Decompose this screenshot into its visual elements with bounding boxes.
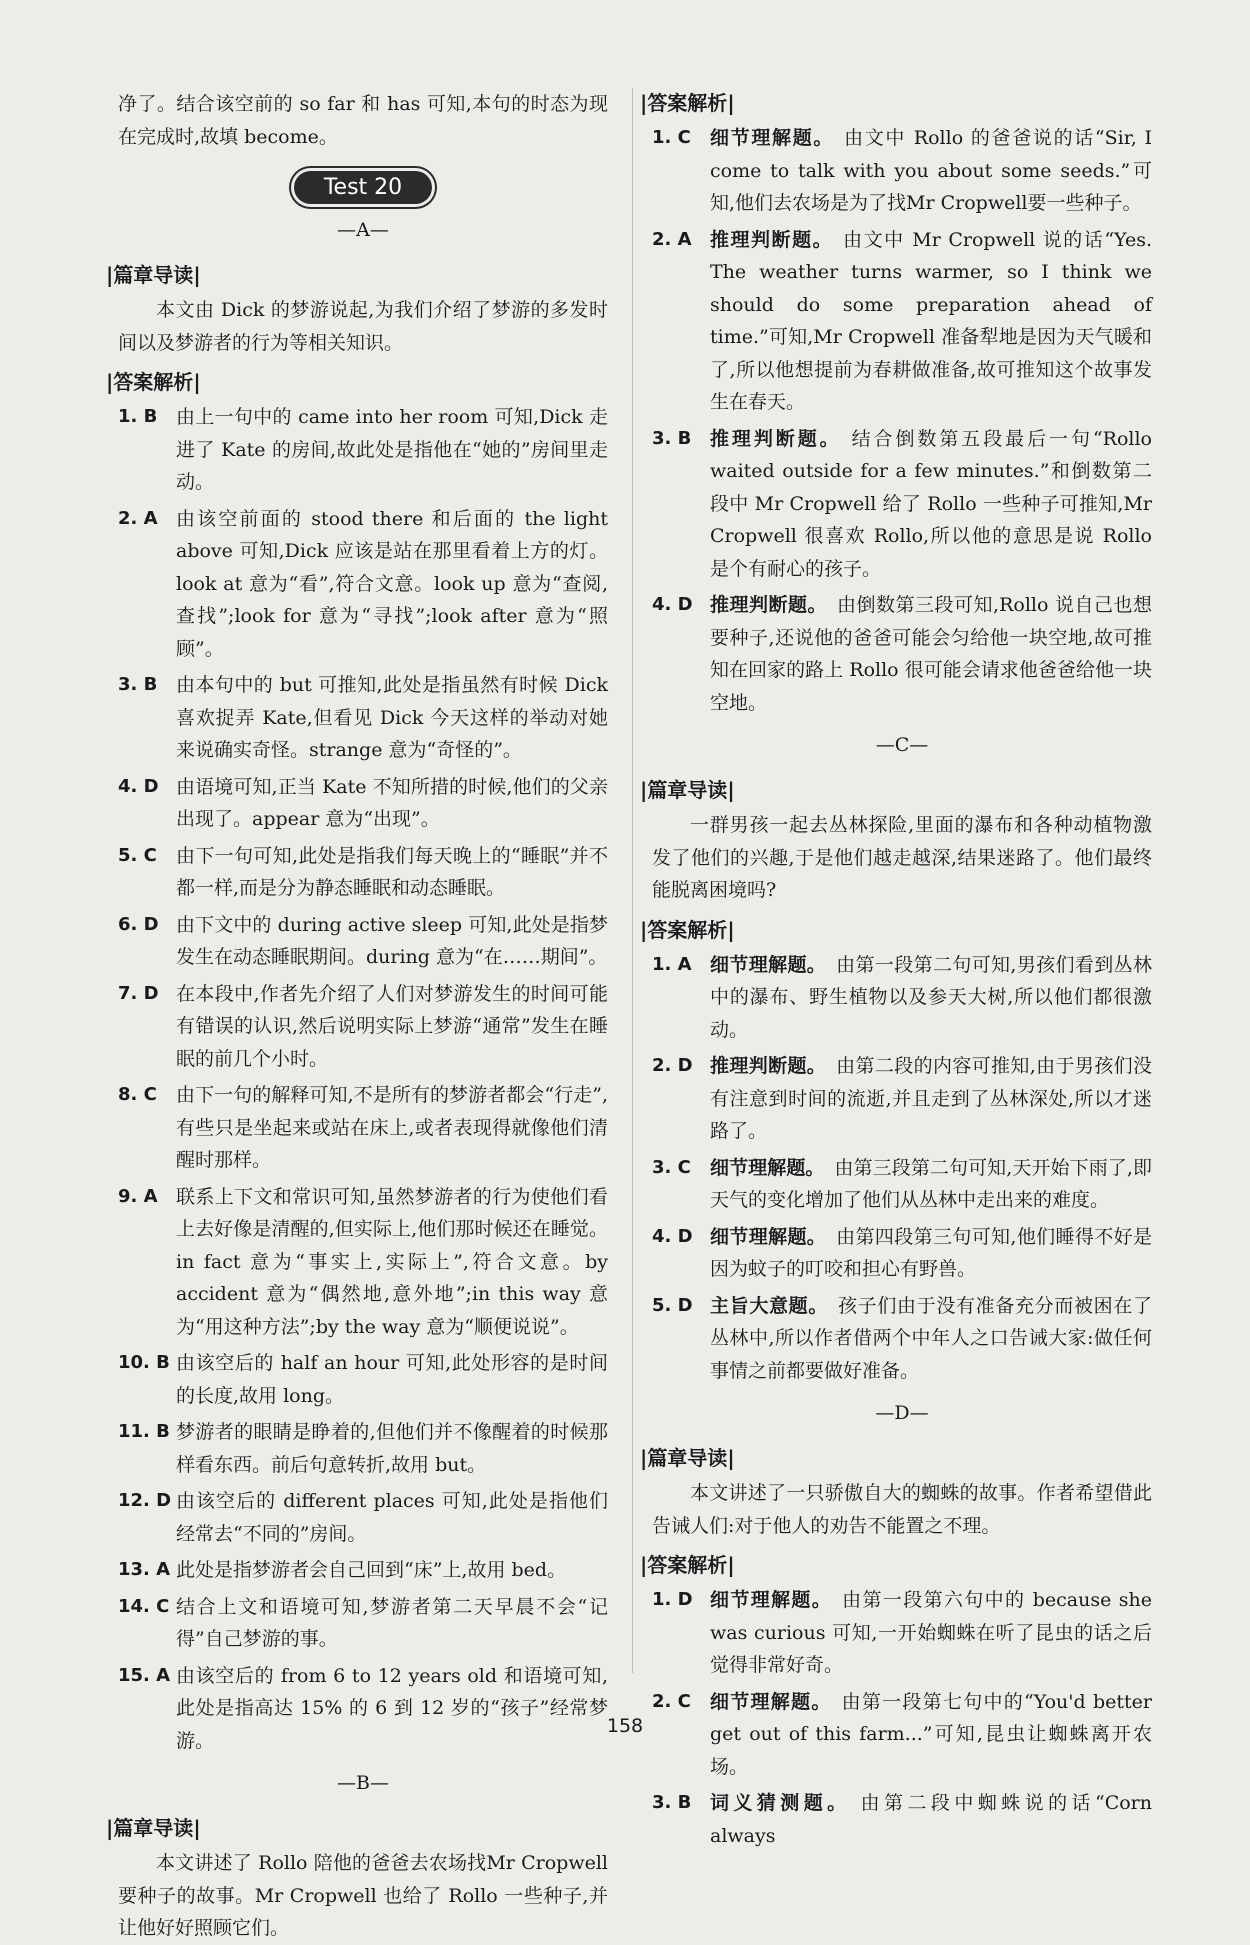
question-type: 推理判断题。 [710, 427, 842, 450]
answer-num: 15. A [118, 1664, 171, 1686]
answer-num: 11. B [118, 1421, 170, 1442]
answer-item [118, 1347, 608, 1412]
answer-heading-b: |答案解析| [640, 91, 735, 115]
answer-text: 联系上下文和常识可知,虽然梦游者的行为使他们看上去好像是清醒的,但实际上,他们那时候还在睡觉。in fact 意为“事实上,实际上”,符合文意。by accident 意为“偶然地,意外地”;in this way 意为“用这种方法”;by the way 意为“顺便说说”。 [176, 1185, 608, 1338]
answer-item [652, 122, 1152, 220]
answer-text: 由下一句可知,此处是指我们每天晚上的“睡眠”并不都一样,而是分为静态睡眠和动态睡眠。 [176, 844, 608, 899]
answer-item [652, 1290, 1152, 1388]
question-type: 细节理解题。 [710, 127, 835, 149]
answer-text: 由本句中的 but 可推知,此处是指虽然有时候 Dick 喜欢捉弄 Kate,但看见 Dick 今天这样的举动对她来说确实奇怪。strange 意为“奇怪的”。 [176, 674, 608, 761]
answer-body [710, 122, 1152, 220]
question-type: 细节理解题。 [710, 1690, 832, 1713]
guide-label: 篇章导读 [647, 778, 728, 802]
answer-text: 由文中 Rollo 的爸爸说的话“Sir, I come to talk with you about some seeds.”可知,他们去农场是为了找Mr Cropwell要一些种子。 [710, 127, 1152, 214]
answer-num: 14. C [118, 1595, 170, 1617]
answer-body [710, 1152, 1152, 1217]
answer-num: 3. C [652, 1156, 691, 1178]
answer-text: 由上一句中的 came into her room 可知,Dick 走进了 Kate 的房间,故此处是指他在“她的”房间里走动。 [176, 406, 608, 493]
answer-item [118, 840, 608, 905]
answer-item [118, 669, 608, 767]
answer-num: 2. A [652, 228, 692, 250]
answer-list-a [118, 401, 608, 1757]
answer-num: 1. C [652, 127, 691, 148]
answer-list-c [652, 949, 1152, 1388]
guide-label: 篇章导读 [113, 1816, 194, 1840]
question-type: 细节理解题。 [710, 1589, 833, 1611]
question-type: 主旨大意题。 [710, 1294, 828, 1317]
column-divider [632, 88, 633, 1673]
section-a-label: —A— [337, 219, 389, 241]
answer-num: 4. D [118, 775, 159, 797]
answer-item [118, 1181, 608, 1344]
answer-body [710, 949, 1152, 1047]
answer-item [652, 1787, 1152, 1852]
answer-text: 此处是指梦游者会自己回到“床”上,故用 bed。 [176, 1559, 567, 1581]
answer-num: 2. A [118, 507, 158, 529]
answer-item [118, 1554, 608, 1587]
answer-text: 由倒数第三段可知,Rollo 说自己也想要种子,还说他的爸爸可能会匀给他一块空地,故可推知在回家的路上 Rollo 很可能会请求他爸爸给他一块空地。 [710, 594, 1152, 714]
answer-body [710, 1221, 1152, 1286]
answer-item [118, 401, 608, 499]
answer-label: 答案解析 [113, 370, 194, 394]
answer-item [118, 1079, 608, 1177]
answer-item [118, 978, 608, 1076]
answer-item [118, 909, 608, 974]
guide-text-b: 本文讲述了 Rollo 陪他的爸爸去农场找Mr Cropwell 要种子的故事。Mr Cropwell 也给了 Rollo 一些种子,并让他好好照顾它们。 [118, 1852, 608, 1939]
answer-num: 2. C [652, 1690, 691, 1712]
intro-text: 净了。结合该空前的 so far 和 has 可知,本句的时态为现在完成时,故填 become。 [118, 93, 608, 148]
answer-list-b [652, 122, 1152, 719]
answer-text: 由文中 Mr Cropwell 说的话“Yes. The weather turns warmer, so I think we should do some preparation ahead of time.”可知,Mr Cropwell 准备犁地是因为天气暖和了,所以他想提前为春耕做准备,故可推知这个故事发生在春天。 [710, 228, 1152, 413]
answer-item [652, 423, 1152, 586]
answer-text: 结合倒数第五段最后一句“Rollo waited outside for a few minutes.”和倒数第二段中 Mr Cropwell 给了 Rollo 一些种子可推知,Mr Cropwell 很喜欢 Rollo,所以他的意思是说 Rollo 是个有耐心的孩子。 [710, 427, 1152, 580]
answer-text: 由第二段的内容可推知,由于男孩们没有注意到时间的流逝,并且走到了丛林深处,所以才迷路了。 [710, 1055, 1152, 1142]
answer-text: 由下文中的 during active sleep 可知,此处是指梦发生在动态睡眠期间。during 意为“在……期间”。 [176, 913, 608, 968]
answer-item [652, 1221, 1152, 1286]
question-type: 细节理解题。 [710, 953, 827, 976]
answer-num: 2. D [652, 1055, 693, 1076]
answer-num: 6. D [118, 913, 159, 935]
answer-item [652, 589, 1152, 719]
answer-item [118, 1591, 608, 1656]
right-column [640, 88, 1152, 1856]
answer-item [118, 503, 608, 666]
answer-num: 1. B [118, 406, 158, 427]
answer-num: 3. B [652, 1792, 692, 1813]
answer-num: 4. D [652, 1225, 693, 1247]
guide-heading-c: |篇章导读| [640, 778, 735, 802]
answer-item [118, 1485, 608, 1550]
test-title-wrap [118, 171, 608, 204]
answer-num: 10. B [118, 1352, 170, 1373]
answer-text: 由该空后的 from 6 to 12 years old 和语境可知,此处是指高达 15% 的 6 到 12 岁的“孩子”经常梦游。 [176, 1664, 608, 1752]
guide-text-c: 一群男孩一起去丛林探险,里面的瀑布和各种动植物激发了他们的兴趣,于是他们越走越深,结果迷路了。他们最终能脱离困境吗? [652, 814, 1152, 901]
answer-text: 梦游者的眼睛是睁着的,但他们并不像醒着的时候那样看东西。前后句意转折,故用 but。 [176, 1421, 608, 1476]
answer-text: 在本段中,作者先介绍了人们对梦游发生的时间可能有错误的认识,然后说明实际上梦游“通常”发生在睡眠的前几个小时。 [176, 982, 608, 1070]
answer-num: 9. A [118, 1185, 158, 1207]
page-number: 158 [606, 1715, 644, 1737]
answer-heading-d: |答案解析| [640, 1553, 735, 1577]
answer-text: 孩子们由于没有准备充分而被困在了丛林中,所以作者借两个中年人之口告诫大家:做任何事情之前都要做好准备。 [710, 1294, 1152, 1382]
question-type: 推理判断题。 [710, 594, 828, 616]
answer-heading-a: |答案解析| [106, 370, 201, 394]
guide-label: 篇章导读 [647, 1446, 728, 1470]
answer-num: 12. D [118, 1490, 172, 1511]
guide-heading-d: |篇章导读| [640, 1446, 735, 1470]
answer-body [710, 1584, 1152, 1682]
answer-body [710, 1787, 1152, 1852]
answer-heading-c: |答案解析| [640, 917, 735, 942]
guide-text-d: 本文讲述了一只骄傲自大的蜘蛛的故事。作者希望借此告诫人们:对于他人的劝告不能置之不理。 [652, 1482, 1152, 1537]
answer-num: 1. A [652, 953, 692, 975]
question-type: 推理判断题。 [710, 228, 834, 251]
section-b-label: —B— [337, 1772, 389, 1794]
guide-label: 篇章导读 [113, 263, 194, 287]
answer-body [710, 1290, 1152, 1388]
answer-body [710, 423, 1152, 586]
answer-text: 由第一段第二句可知,男孩们看到丛林中的瀑布、野生植物以及参天大树,所以他们都很激动。 [710, 953, 1152, 1041]
answer-num: 3. B [652, 427, 692, 449]
answer-item [652, 1152, 1152, 1217]
answer-label: 答案解析 [647, 91, 728, 115]
answer-item [652, 1050, 1152, 1148]
section-d-label: —D— [875, 1402, 929, 1424]
answer-text: 结合上文和语境可知,梦游者第二天早晨不会“记得”自己梦游的事。 [176, 1595, 608, 1650]
answer-label: 答案解析 [647, 917, 728, 942]
question-type: 细节理解题。 [710, 1156, 825, 1179]
answer-text: 由语境可知,正当 Kate 不知所措的时候,他们的父亲出现了。appear 意为“出现”。 [176, 775, 608, 830]
answer-item [652, 224, 1152, 419]
answer-num: 7. D [118, 982, 159, 1004]
question-type: 细节理解题。 [710, 1225, 827, 1248]
answer-text: 由第一段第六句中的 because she was curious 可知,一开始蜘蛛在听了昆虫的话之后觉得非常好奇。 [710, 1589, 1152, 1676]
answer-item [118, 1416, 608, 1481]
answer-label: 答案解析 [647, 1553, 728, 1577]
answer-text: 由该空前面的 stood there 和后面的 the light above 可知,Dick 应该是站在那里看着上方的灯。look at 意为“看”,符合文意。look up 意为“查阅,查找”;look for 意为“寻找”;look after 意为“照顾”。 [176, 507, 608, 660]
answer-num: 5. D [652, 1294, 693, 1316]
guide-heading-a: |篇章导读| [106, 263, 201, 287]
answer-num: 3. B [118, 674, 158, 695]
answer-num: 5. C [118, 844, 157, 866]
answer-body [710, 1050, 1152, 1148]
guide-text-a: 本文由 Dick 的梦游说起,为我们介绍了梦游的多发时间以及梦游者的行为等相关知识。 [118, 299, 608, 354]
test-title-badge: Test 20 [294, 171, 432, 204]
answer-num: 4. D [652, 594, 693, 615]
question-type: 推理判断题。 [710, 1055, 827, 1077]
answer-body [710, 589, 1152, 719]
guide-heading-b: |篇章导读| [106, 1816, 201, 1840]
answer-item [118, 771, 608, 836]
answer-num: 1. D [652, 1589, 693, 1610]
answer-num: 13. A [118, 1559, 171, 1580]
left-column [106, 88, 608, 1945]
answer-text: 由该空后的 different places 可知,此处是指他们经常去“不同的”房间。 [176, 1490, 608, 1545]
question-type: 词义猜测题。 [710, 1792, 851, 1814]
answer-item [118, 1660, 608, 1758]
answer-text: 由第二段中蜘蛛说的话“Corn always [710, 1792, 1152, 1847]
answer-text: 由该空后的 half an hour 可知,此处形容的是时间的长度,故用 long。 [176, 1352, 608, 1407]
answer-item [652, 949, 1152, 1047]
answer-text: 由第三段第二句可知,天开始下雨了,即天气的变化增加了他们从丛林中走出来的难度。 [710, 1156, 1152, 1211]
answer-text: 由下一句的解释可知,不是所有的梦游者都会“行走”,有些只是坐起来或站在床上,或者表现得就像他们清醒时那样。 [176, 1084, 608, 1171]
answer-text: 由第一段第七句中的“You'd better get out of this farm...”可知,昆虫让蜘蛛离开农场。 [710, 1690, 1152, 1778]
answer-body [710, 224, 1152, 419]
section-c-label: —C— [875, 734, 929, 756]
answer-text: 由第四段第三句可知,他们睡得不好是因为蚊子的叮咬和担心有野兽。 [710, 1225, 1152, 1280]
answer-num: 8. C [118, 1084, 157, 1105]
answer-item [652, 1584, 1152, 1682]
